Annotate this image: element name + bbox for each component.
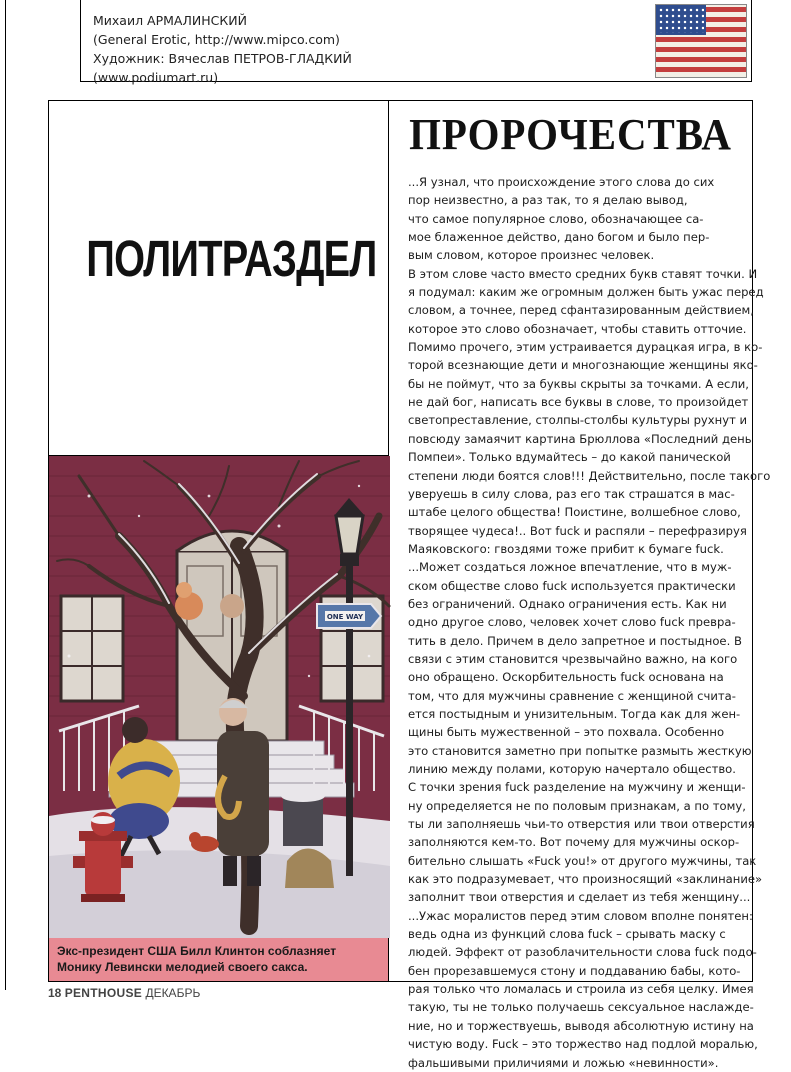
author-site: (General Erotic, http://www.mipco.com) (93, 32, 340, 47)
article-line: Помимо прочего, этим устраивается дурацкая игра, в ко- (408, 340, 763, 355)
article-line: В этом слове часто вместо средних букв ставят точки. И (408, 266, 758, 281)
artist-credit: Художник: Вячеслав ПЕТРОВ-ГЛАДКИЙ (93, 51, 352, 66)
article-line: заполняются кем-то. Вот почему для мужчины оскор- (408, 835, 740, 850)
article-line: рая только что ломалась и строила из себя целку. Имея (408, 982, 754, 997)
article-line: том, что для мужчины сравнение с женщиной счита- (408, 688, 736, 703)
article-line: что самое популярное слово, обозначающее са- (408, 211, 704, 226)
article-line: словом, а точнее, перед сфантазированным действием, (408, 303, 754, 318)
author-credit: Михаил АРМАЛИНСКИЙ (93, 13, 247, 28)
article-line: которое это слово обозначает, чтобы ставить отточие. (408, 321, 747, 336)
issue-month: ДЕКАБРЬ (145, 986, 201, 1000)
article-line: это становится заметно при попытке размыть жесткую (408, 743, 752, 758)
article-line: бен прорезавшемуся стону и поддаванию бабы, кото- (408, 963, 741, 978)
one-way-sign-text: ONE WAY (326, 613, 364, 621)
credits (93, 11, 352, 87)
article-line: ...Я узнал, что происхождение этого слова до сих (408, 175, 715, 189)
article-line: ведь одна из функций слова fuck – срывать маску с (408, 927, 726, 942)
article-line: ...Ужас моралистов перед этим словом вполне понятен: (408, 908, 753, 923)
usa-flag-icon (655, 4, 747, 78)
article-line: линию между полами, которую начертало общество. (408, 762, 736, 776)
article-line: как это подразумевает, что произносящий «заклинание» (408, 872, 763, 887)
article-line: чистую воду. Fuck – это торжество над подлой моралью, (408, 1037, 758, 1052)
article-line: связи с этим становится чрезвычайно важно, на кого (408, 651, 738, 666)
illustration (48, 456, 389, 938)
article-line: щины быть мужественной – это похвала. Особенно (408, 725, 725, 740)
magazine-brand: PENTHOUSE (64, 986, 143, 1000)
article-line: ты ли заполняешь чьи-то отверстия или твои отверстия (408, 817, 755, 832)
illustration-caption (48, 938, 389, 982)
article-line: штабе целого общества! Поистине, волшебное слово, (408, 505, 741, 520)
article-line: такую, ты не только получаешь сексуальное наслажде- (408, 1000, 754, 1015)
page-number: 18 (48, 986, 62, 1000)
article-line: ется постыдным и унизительным. Тогда как для жен- (408, 706, 741, 721)
article-line: одно другое слово, человек хочет слово fuck превра- (408, 615, 736, 630)
article-line: пор неизвестно, а раз так, то я делаю вывод, (408, 193, 688, 208)
article-line: мое блаженное действо, дано богом и было пер- (408, 230, 710, 245)
article-line: не дай бог, написать все буквы в слове, то произойдет (408, 395, 749, 410)
article-line: уверуешь в силу слова, раз его так страшатся в мас- (408, 486, 735, 501)
article-line: тить в дело. Причем в дело запретное и постыдное. В (408, 633, 742, 648)
one-way-sign (317, 604, 381, 628)
article-line: Маяковского: гвоздями тоже прибит к бумаге fuck. (408, 541, 724, 556)
article-line: заполнит твои отверстия и сделает из тебя женщину... (408, 890, 751, 905)
caption-line-2: Монику Левински мелодией своего сакса. (57, 960, 308, 974)
page-folio (48, 986, 200, 1000)
article-panel (389, 100, 771, 1070)
article-line: ну определяется не по половым признакам, а по тому, (408, 798, 746, 813)
article-line: бы не поймут, что за буквы скрыты за точками. А если, (408, 376, 749, 391)
article-title: ПРОРОЧЕСТВА (409, 110, 732, 159)
article-line: бительно слышать «Fuck you!» от другого мужчины, так (408, 853, 757, 868)
article-line: фальшивыми приличиями и ложью «невинности». (408, 1055, 719, 1070)
section-title: ПОЛИТРАЗДЕЛ (86, 230, 377, 287)
article-line: торой всезнающие дети и многознающие женщины яко- (408, 358, 758, 373)
credits-box (80, 0, 752, 85)
article-line: С точки зрения fuck разделение на мужчину и женщи- (408, 780, 746, 795)
article-body (408, 173, 771, 1072)
article-line: Помпеи». Только вдумайтесь – до какой панической (408, 450, 731, 465)
window-left (61, 596, 123, 701)
article-line: повсюду замаячит картина Брюллова «Последний день (408, 431, 752, 446)
article-line: светопреставление, столпы-столбы культуры рухнут и (408, 413, 748, 428)
article-line: без ограничений. Однако ограничения есть. Как ни (408, 596, 727, 611)
article-line: творящее чудеса!.. Вот fuck и распяли – перефразируя (408, 523, 747, 538)
page-edge-rule (0, 0, 6, 990)
article-line: ние, но и торжествуешь, выводя абсолютную истину на (408, 1018, 754, 1033)
section-title-panel (48, 100, 389, 456)
article-line: ...Может создаться ложное впечатление, что в муж- (408, 560, 732, 575)
article-line: людей. Эффект от разоблачительности слова fuck подо- (408, 945, 757, 960)
trash-can (281, 790, 325, 846)
caption-line-1: Экс-президент США Билл Клинтон соблазняет (57, 944, 337, 958)
article-line: я подумал: каким же огромным должен быть ужас перед (408, 285, 764, 300)
artist-site: (www.podiumart.ru) (93, 70, 219, 85)
article-line: ском обществе слово fuck используется практически (408, 578, 736, 593)
article-line: оно обращено. Оскорбительность fuck основана на (408, 670, 724, 685)
article-line: степени люди боятся слов!!! Действительно, после такого (408, 468, 771, 483)
article-line: вым словом, которое произнес человек. (408, 248, 655, 263)
